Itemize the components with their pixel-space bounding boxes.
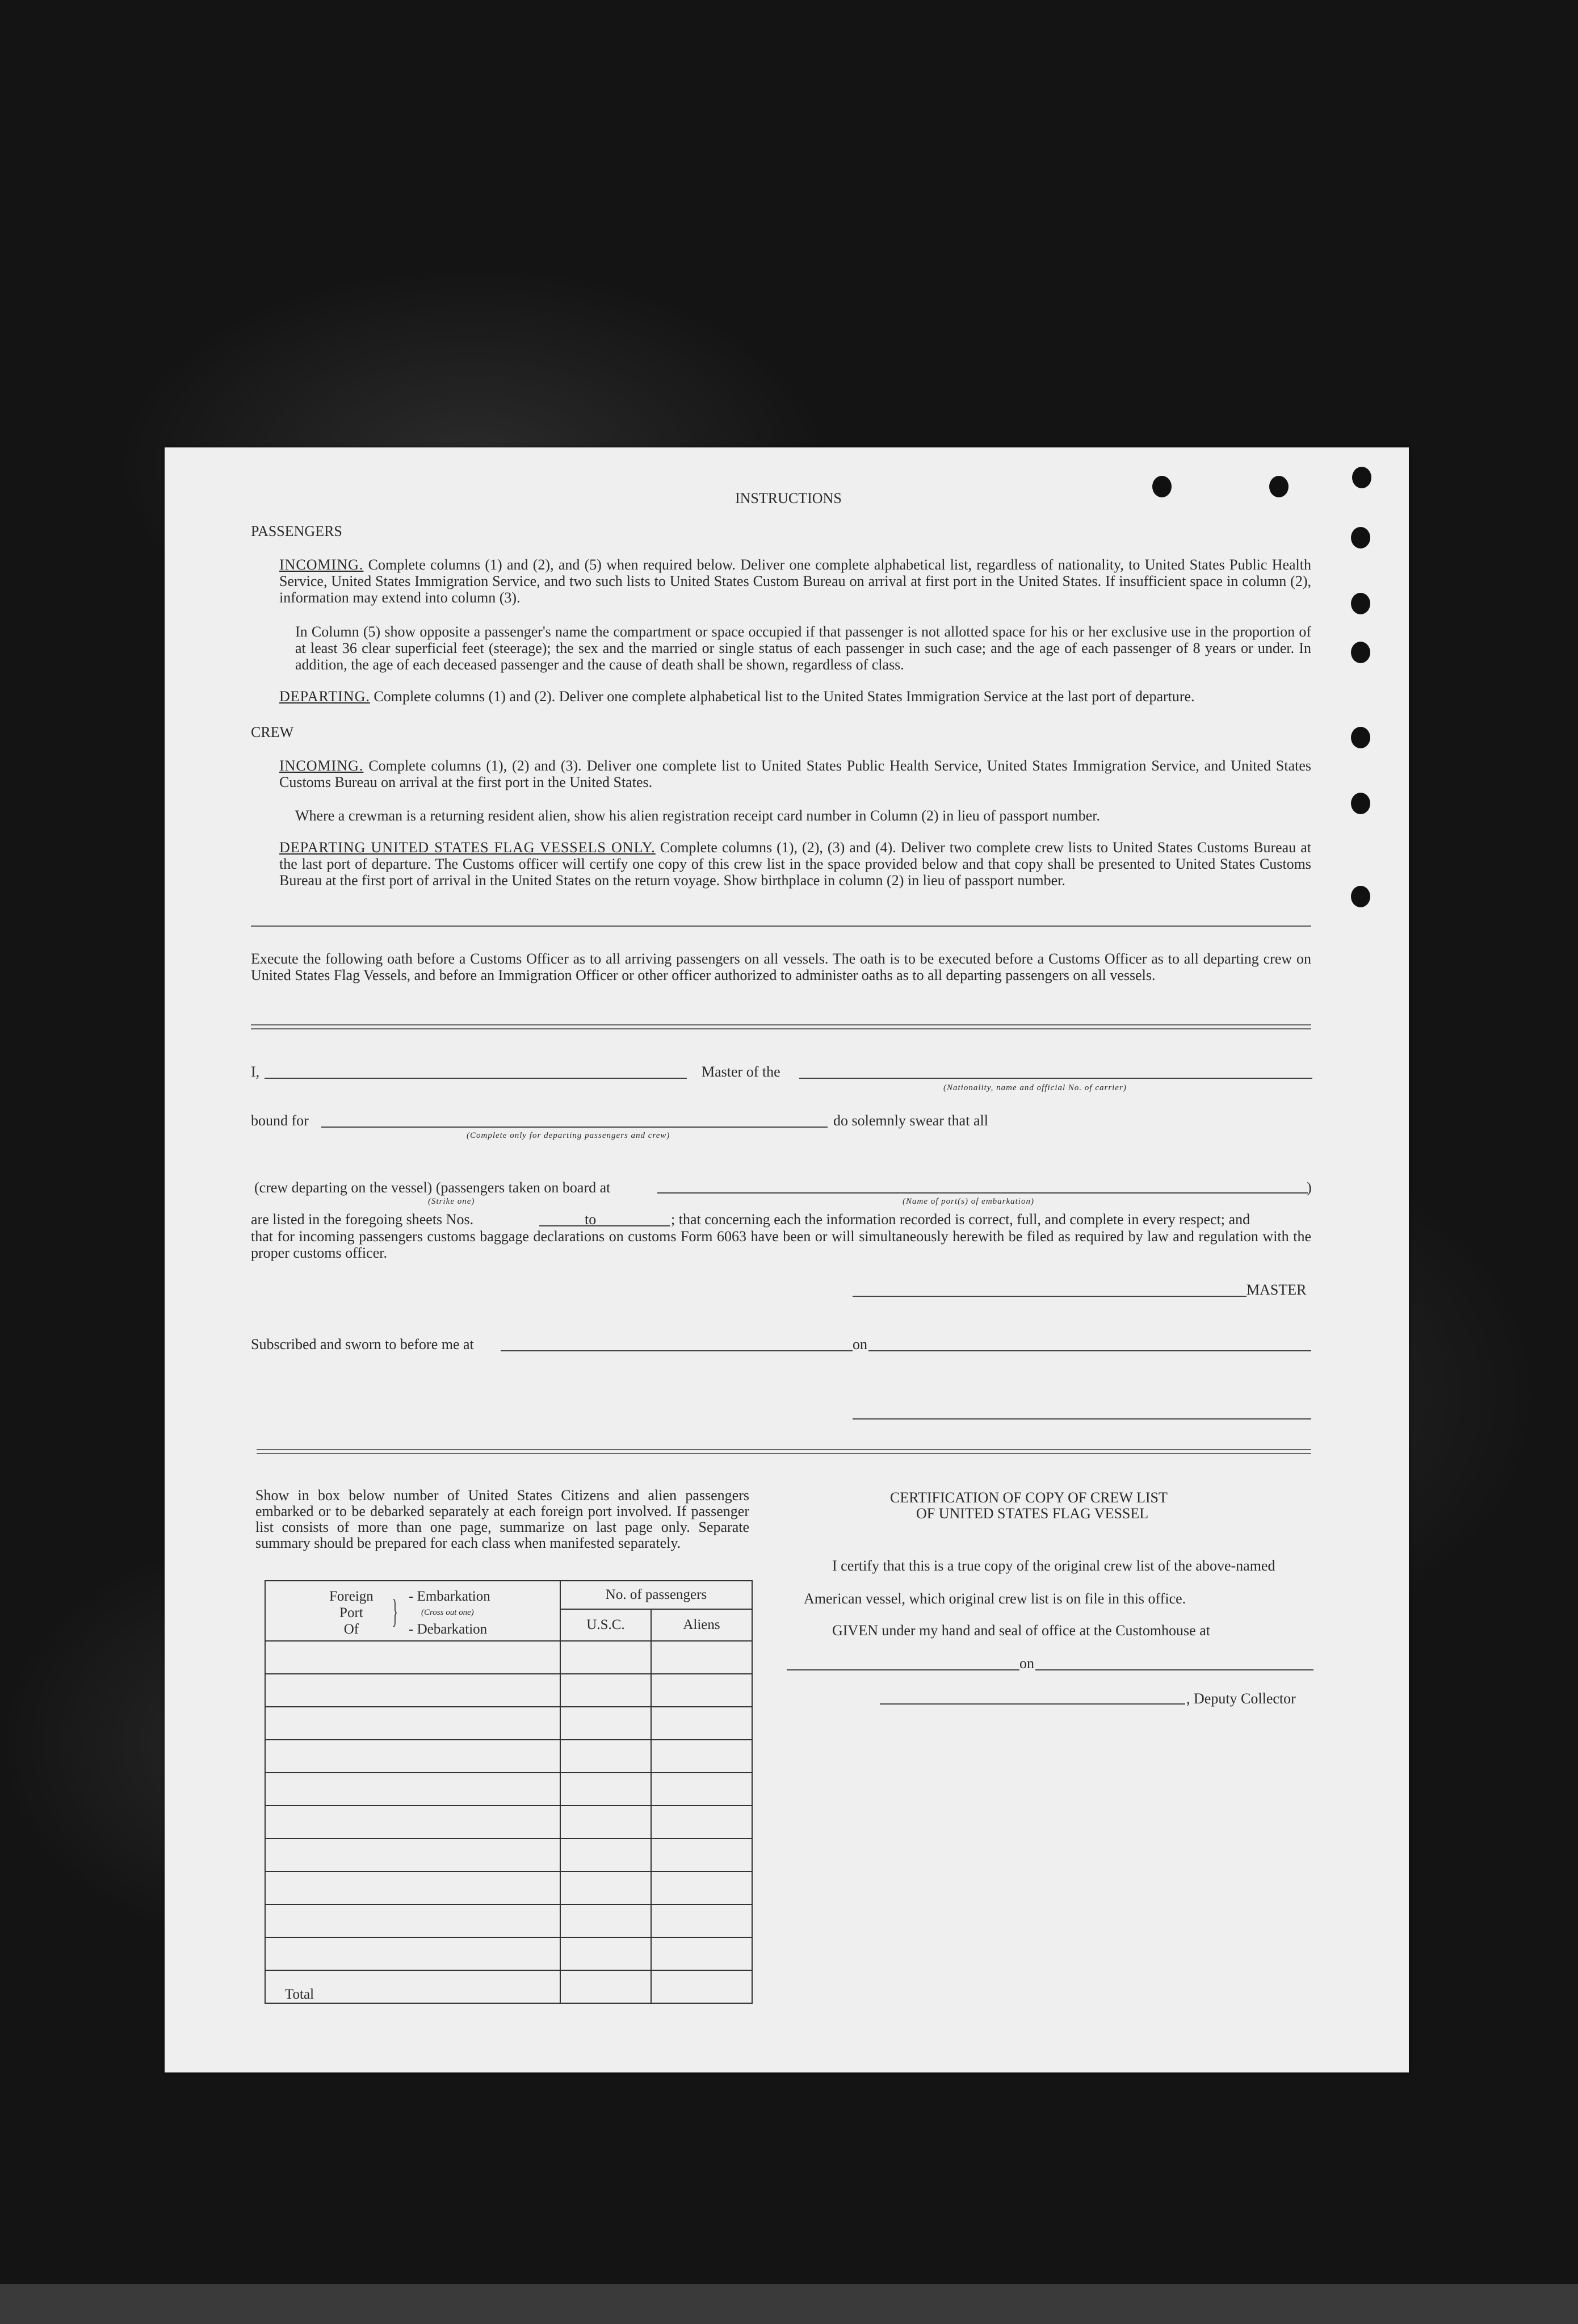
usc-cell[interactable] xyxy=(560,1937,651,1970)
cross-out-caption: (Cross out one) xyxy=(421,1608,474,1617)
deputy-collector-label: , Deputy Collector xyxy=(1186,1690,1296,1707)
nationality-caption: (Nationality, name and official No. of carrier) xyxy=(943,1083,1127,1092)
aliens-cell[interactable] xyxy=(651,1806,752,1839)
listed-text-3: that for incoming passengers customs baggage declarations on customs Form 6063 have been or will simultaneously herewith be filed as required by law and regulation with the proper customs officer. xyxy=(251,1228,1311,1261)
crew-incoming-text: Complete columns (1), (2) and (3). Deliver one complete list to United States Public Health Service, United States Immigration Service, and United States Customs Bureau on arrival at the first port in the United States. xyxy=(279,757,1312,790)
sworn-on-field[interactable] xyxy=(868,1350,1311,1351)
no-of-passengers-header: No. of passengers xyxy=(560,1581,752,1609)
aliens-header: Aliens xyxy=(651,1609,752,1641)
do-solemnly-label: do solemnly swear that all xyxy=(833,1112,988,1129)
complete-caption: (Complete only for departing passengers and crew) xyxy=(467,1131,670,1140)
summary-instruction: Show in box below number of United States Citizens and alien passengers embarked or to be debarked separately at each foreign port involved. If passenger list consists of more than one page, summarize on last page only. Separate summary should be prepared for each class when manifested separately. xyxy=(255,1487,749,1551)
punch-hole xyxy=(1351,886,1370,907)
carrier-field[interactable] xyxy=(799,1078,1312,1079)
port-cell[interactable] xyxy=(265,1740,560,1773)
given-line: GIVEN under my hand and seal of office at the Customhouse at xyxy=(832,1622,1210,1639)
double-divider xyxy=(251,1024,1311,1029)
deputy-collector-signature-field[interactable] xyxy=(880,1703,1185,1705)
i-label: I, xyxy=(251,1063,260,1080)
usc-cell[interactable] xyxy=(560,1904,651,1937)
master-label: MASTER xyxy=(1247,1282,1307,1298)
port-cell[interactable] xyxy=(265,1871,560,1904)
port-cell[interactable] xyxy=(265,1674,560,1707)
certification-title-1: CERTIFICATION OF COPY OF CREW LIST xyxy=(890,1489,1168,1506)
punch-hole xyxy=(1269,476,1289,497)
certify-line-1: I certify that this is a true copy of the original crew list of the above-named xyxy=(832,1557,1275,1574)
port-label: Port xyxy=(339,1605,363,1620)
punch-hole xyxy=(1351,527,1370,548)
port-cell[interactable] xyxy=(265,1707,560,1740)
passengers-incoming-text: Complete columns (1) and (2), and (5) when required below. Deliver one complete alphabetical list, regardless of nationality, to United States Public Health Service, United States Immigration Service, and two such lists to United States Custom Bureau on arrival at first port in the United States. If insufficient space in column (2), information may extend into column (3). xyxy=(279,556,1311,606)
passengers-departing-paragraph xyxy=(279,688,1311,705)
crew-departing-label: (crew departing on the vessel) (passengers taken on board at xyxy=(254,1179,611,1196)
table-row xyxy=(265,1937,752,1970)
aliens-cell[interactable] xyxy=(651,1707,752,1740)
double-divider xyxy=(257,1449,1311,1454)
aliens-cell[interactable] xyxy=(651,1773,752,1806)
crew-departing-text: Complete columns (1), (2), (3) and (4). Deliver two complete crew lists to United States Customs Bureau at the last port of departure. The Customs officer will certify one copy of this crew list in the space provided below and that copy shall be presented to United States Customs Bureau at the first port of arrival in the United States on the return voyage. Show birthplace in column (2) in lieu of passport number. xyxy=(279,839,1312,889)
table-row xyxy=(265,1740,752,1773)
sworn-at-field[interactable] xyxy=(501,1350,853,1351)
table-row xyxy=(265,1904,752,1937)
usc-cell[interactable] xyxy=(560,1674,651,1707)
passengers-column5-paragraph: In Column (5) show opposite a passenger's name the compartment or space occupied if that passenger is not allotted space for his or her exclusive use in the proportion of at least 36 clear superficial feet (steerage); the sex and the married or single status of each passenger in such case; and the age of each passenger of 8 years or under. In addition, the age of each deceased passenger and the cause of death shall be shown, regardless of class. xyxy=(295,623,1311,673)
usc-header: U.S.C. xyxy=(560,1609,651,1641)
punch-hole xyxy=(1152,476,1172,497)
certification-on-label: on xyxy=(1019,1655,1034,1672)
divider xyxy=(251,926,1311,927)
crew-incoming-paragraph xyxy=(279,757,1311,790)
master-name-field[interactable] xyxy=(265,1078,687,1079)
document-page xyxy=(165,447,1409,2072)
port-cell[interactable] xyxy=(265,1937,560,1970)
passengers-departing-label: DEPARTING. xyxy=(279,688,370,705)
listed-text-1: are listed in the foregoing sheets Nos. xyxy=(251,1211,474,1228)
aliens-cell[interactable] xyxy=(651,1674,752,1707)
table-row xyxy=(265,1839,752,1871)
master-of-the-label: Master of the xyxy=(702,1063,780,1080)
instructions-title: INSTRUCTIONS xyxy=(735,490,842,506)
crew-alien-paragraph: Where a crewman is a returning resident alien, show his alien registration receipt card number in Column (2) in lieu of passport number. xyxy=(295,807,1101,824)
officer-signature-field[interactable] xyxy=(853,1418,1311,1419)
punch-hole xyxy=(1352,467,1371,488)
master-signature-field[interactable] xyxy=(853,1296,1247,1297)
table-row xyxy=(265,1871,752,1904)
table-row xyxy=(265,1773,752,1806)
bound-for-field[interactable] xyxy=(321,1127,828,1128)
passenger-summary-table xyxy=(265,1580,753,2004)
usc-total-cell[interactable] xyxy=(560,1970,651,2003)
listed-text-2: ; that concerning each the information recorded is correct, full, and complete in every respect; and xyxy=(671,1211,1250,1228)
crew-departing-label: DEPARTING UNITED STATES FLAG VESSELS ONLY. xyxy=(279,839,656,856)
crew-departing-paragraph xyxy=(279,839,1311,889)
table-row xyxy=(265,1641,752,1674)
customhouse-field[interactable] xyxy=(787,1669,1019,1670)
total-label: Total xyxy=(265,1970,560,2003)
usc-cell[interactable] xyxy=(560,1806,651,1839)
passengers-heading: PASSENGERS xyxy=(251,523,342,539)
summary-header-row xyxy=(265,1581,752,1609)
strike-caption: (Strike one) xyxy=(428,1197,475,1206)
usc-cell[interactable] xyxy=(560,1641,651,1674)
total-row xyxy=(265,1970,752,2003)
port-cell[interactable] xyxy=(265,1904,560,1937)
ports-caption: (Name of port(s) of embarkation) xyxy=(903,1197,1034,1206)
port-cell[interactable] xyxy=(265,1806,560,1839)
punch-hole xyxy=(1351,642,1370,663)
table-row xyxy=(265,1806,752,1839)
crew-heading: CREW xyxy=(251,724,294,740)
usc-cell[interactable] xyxy=(560,1740,651,1773)
brace-icon: } xyxy=(392,1593,398,1630)
usc-cell[interactable] xyxy=(560,1871,651,1904)
foreign-label: Foreign xyxy=(329,1589,373,1604)
bottom-strip xyxy=(0,2284,1578,2324)
aliens-cell[interactable] xyxy=(651,1904,752,1937)
aliens-cell[interactable] xyxy=(651,1937,752,1970)
sworn-on-label: on xyxy=(853,1336,867,1352)
punch-hole xyxy=(1351,793,1370,814)
crew-incoming-label: INCOMING. xyxy=(279,757,364,774)
listed-to: to xyxy=(585,1211,597,1228)
usc-cell[interactable] xyxy=(560,1839,651,1871)
port-cell[interactable] xyxy=(265,1641,560,1674)
punch-hole xyxy=(1351,727,1370,748)
foreign-port-header xyxy=(265,1581,560,1641)
aliens-cell[interactable] xyxy=(651,1839,752,1871)
close-paren: ) xyxy=(1307,1179,1312,1196)
sheet-from-field[interactable] xyxy=(539,1225,607,1226)
subscribed-label: Subscribed and sworn to before me at xyxy=(251,1336,474,1352)
table-row xyxy=(265,1674,752,1707)
aliens-total-cell[interactable] xyxy=(651,1970,752,2003)
embarkation-label: - Embarkation xyxy=(409,1589,490,1604)
sheet-to-field[interactable] xyxy=(602,1225,670,1226)
usc-cell[interactable] xyxy=(560,1773,651,1806)
certification-title-2: OF UNITED STATES FLAG VESSEL xyxy=(916,1505,1149,1522)
passengers-incoming-paragraph xyxy=(279,556,1311,606)
port-of-embarkation-field[interactable] xyxy=(657,1192,1308,1194)
bound-for-label: bound for xyxy=(251,1112,309,1129)
passengers-incoming-label: INCOMING. xyxy=(279,556,364,573)
certification-date-field[interactable] xyxy=(1035,1669,1313,1670)
debarkation-label: - Debarkation xyxy=(409,1622,488,1637)
certify-line-2: American vessel, which original crew list is on file in this office. xyxy=(804,1590,1186,1607)
port-cell[interactable] xyxy=(265,1773,560,1806)
usc-cell[interactable] xyxy=(560,1707,651,1740)
port-cell[interactable] xyxy=(265,1839,560,1871)
of-label: Of xyxy=(343,1622,359,1637)
aliens-cell[interactable] xyxy=(651,1740,752,1773)
oath-execute-paragraph: Execute the following oath before a Customs Officer as to all arriving passengers on all vessels. The oath is to be executed before a Customs Officer as to all departing crew on United States Flag Vessels, and before an Immigration Officer or other officer authorized to administer oaths as to all departing passengers on all vessels. xyxy=(251,950,1311,983)
table-row xyxy=(265,1707,752,1740)
passengers-departing-text: Complete columns (1) and (2). Deliver one complete alphabetical list to the United States Immigration Service at the last port of departure. xyxy=(373,688,1195,705)
aliens-cell[interactable] xyxy=(651,1871,752,1904)
punch-hole xyxy=(1351,593,1370,614)
aliens-cell[interactable] xyxy=(651,1641,752,1674)
